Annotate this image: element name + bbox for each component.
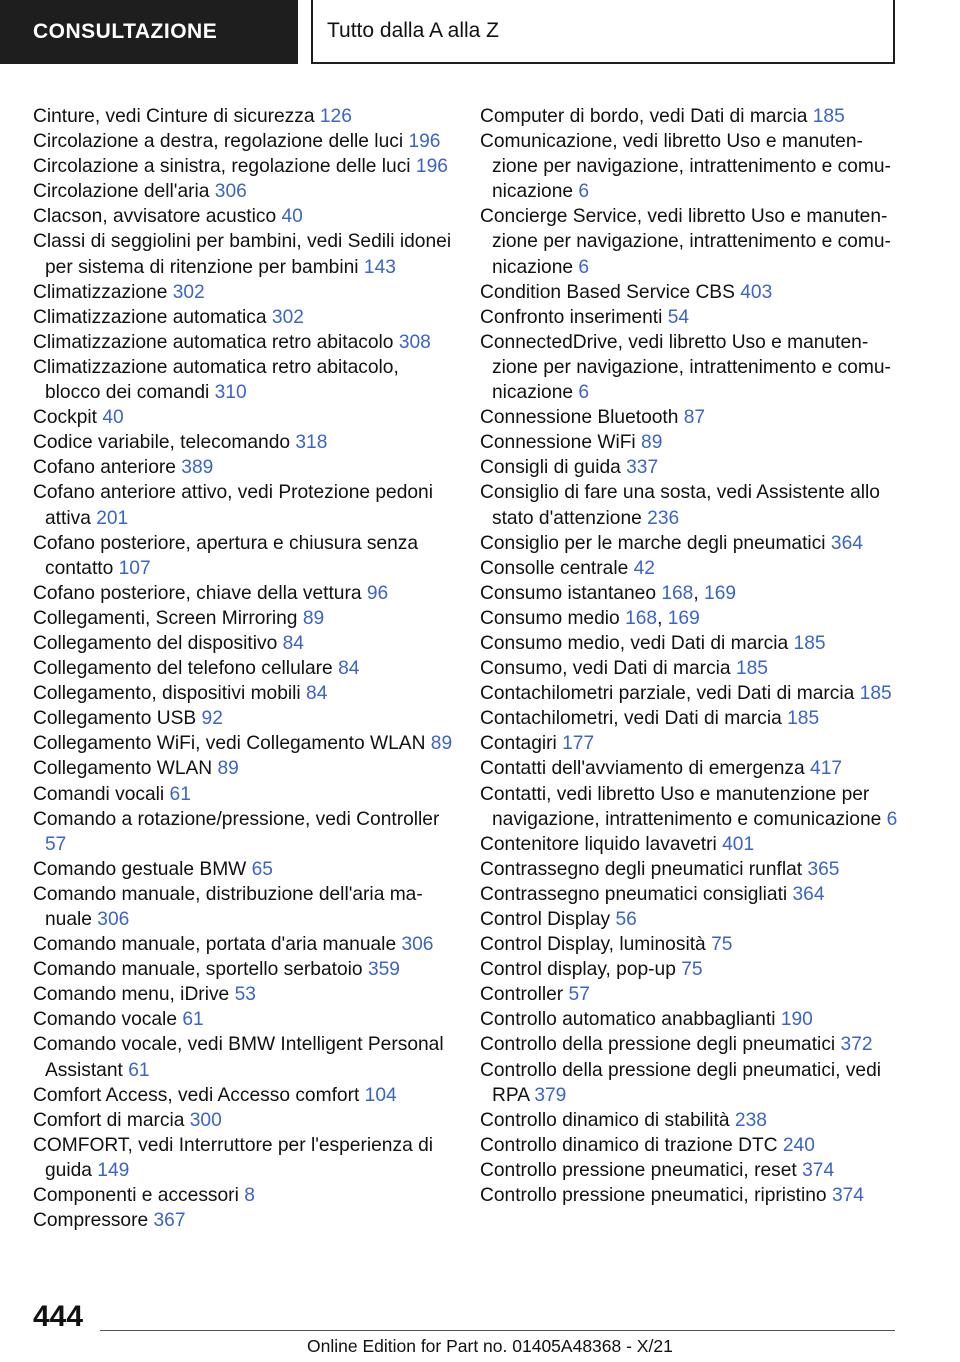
entry-text: Contenitore liquido lavavetri	[480, 833, 717, 855]
edition-footer: Online Edition for Part no. 01405A48368 - X/21	[307, 1336, 673, 1356]
entry-text: Comandi vocali	[33, 783, 165, 805]
entry-text: Contrassegno pneumatici consigliati	[480, 883, 788, 905]
page-link[interactable]: 389	[181, 457, 214, 479]
page-link[interactable]: 374	[802, 1159, 835, 1181]
index-entry	[33, 129, 453, 154]
entry-text: Concierge Service, vedi libretto Uso e manutenzione per navigazione, intrattenimento e comunicazione	[480, 206, 891, 278]
page-link[interactable]: 201	[96, 507, 129, 529]
page-link[interactable]: 403	[740, 281, 773, 303]
entry-text: Codice variabile, telecomando	[33, 432, 291, 454]
entry-text: Controllo dinamico di stabilità	[480, 1109, 730, 1131]
entry-text: Comando manuale, sportello serbatoio	[33, 959, 363, 981]
entry-text: Controllo della pressione degli pneumatici, vedi RPA	[480, 1059, 882, 1106]
index-entry	[33, 857, 453, 882]
page-link[interactable]: 196	[415, 156, 448, 178]
entry-text: Climatizzazione automatica retro abitacolo	[33, 331, 394, 353]
entry-text: Control Display, luminosità	[480, 934, 706, 956]
index-entry	[480, 681, 900, 706]
footer-rule	[100, 1330, 895, 1331]
page-link[interactable]: 240	[782, 1134, 815, 1156]
index-entry	[480, 129, 900, 204]
entry-text: Consumo, vedi Dati di marcia	[480, 658, 731, 680]
page-link[interactable]: 337	[626, 457, 659, 479]
index-entry	[33, 1007, 453, 1032]
index-entry	[33, 1133, 453, 1183]
entry-text: Classi di seggiolini per bambini, vedi Sedili idonei per sistema di ritenzione per bambini	[33, 231, 452, 278]
index-entry	[33, 957, 453, 982]
page-link[interactable]: 89	[217, 758, 239, 780]
index-entry	[480, 932, 900, 957]
index-entry	[33, 882, 453, 932]
entry-text: Contagiri	[480, 733, 557, 755]
entry-text: Cockpit	[33, 407, 97, 429]
index-entry	[480, 1183, 900, 1208]
entry-text: Climatizzazione automatica	[33, 306, 267, 328]
index-entry	[33, 355, 453, 405]
index-entry	[480, 531, 900, 556]
index-entry	[480, 455, 900, 480]
index-entry	[33, 280, 453, 305]
page-link[interactable]: 143	[363, 256, 396, 278]
entry-text: Contatti dell'avviamento di emergenza	[480, 758, 805, 780]
index-entry	[33, 1208, 453, 1233]
entry-text: Condition Based Service CBS	[480, 281, 735, 303]
entry-text: Collegamento USB	[33, 708, 197, 730]
entry-text: Contrassegno degli pneumatici runflat	[480, 858, 803, 880]
entry-text: Comando manuale, portata d'aria manuale	[33, 934, 397, 956]
entry-text: Comfort Access, vedi Accesso comfort	[33, 1084, 360, 1106]
index-entry	[33, 330, 453, 355]
index-entry	[33, 204, 453, 229]
entry-text: Cofano posteriore, apertura e chiusura senza contatto	[33, 532, 419, 579]
index-entry	[480, 982, 900, 1007]
page-link[interactable]: 367	[153, 1210, 186, 1232]
page-link[interactable]: 185	[793, 632, 826, 654]
index-entry	[480, 280, 900, 305]
page-link[interactable]: 61	[169, 783, 191, 805]
page-link[interactable]: 84	[338, 658, 360, 680]
index-entry	[33, 430, 453, 455]
index-entry	[480, 706, 900, 731]
index-entry	[480, 1058, 900, 1108]
index-entry	[480, 782, 900, 832]
page-link[interactable]: 126	[319, 106, 352, 127]
index-entry	[33, 1032, 453, 1082]
page-link[interactable]: 61	[182, 1009, 204, 1031]
page-link[interactable]: 8	[244, 1185, 255, 1207]
entry-text: Circolazione dell'aria	[33, 181, 210, 203]
entry-text: Consumo istantaneo	[480, 582, 656, 604]
page-link[interactable]: 6	[578, 181, 590, 203]
index-entry	[33, 631, 453, 656]
index-entry	[33, 1183, 453, 1208]
page-link[interactable]: 318	[295, 432, 328, 454]
entry-text: Computer di bordo, vedi Dati di marcia	[480, 106, 808, 127]
index-entry	[33, 681, 453, 706]
index-entry	[33, 656, 453, 681]
page-link[interactable]: 149	[97, 1159, 130, 1181]
entry-text: Confronto inserimenti	[480, 306, 663, 328]
entry-text: Climatizzazione automatica retro abitacolo, blocco dei comandi	[33, 356, 399, 404]
page-link[interactable]: 379	[534, 1084, 567, 1106]
index-entry	[33, 932, 453, 957]
entry-text: Comando manuale, distribuzione dell'aria manuale	[33, 883, 423, 930]
index-entry	[480, 907, 900, 932]
index-entry	[33, 480, 453, 530]
entry-text: Clacson, avvisatore acustico	[33, 206, 277, 228]
page-link[interactable]: 401	[722, 833, 755, 855]
entry-text: Collegamenti, Screen Mirroring	[33, 607, 298, 629]
index-entry	[480, 756, 900, 781]
page-link[interactable]: 374	[831, 1185, 864, 1207]
index-entry	[33, 982, 453, 1007]
entry-text: Comando gestuale BMW	[33, 858, 247, 880]
entry-text: Cofano anteriore attivo, vedi Protezione pedoni attiva	[33, 482, 433, 529]
page-link[interactable]: 300	[189, 1109, 222, 1131]
index-entry	[480, 957, 900, 982]
page-link[interactable]: 107	[118, 557, 151, 579]
entry-text: Circolazione a sinistra, regolazione delle luci	[33, 156, 411, 178]
page-link[interactable]: 53	[234, 984, 256, 1006]
index-entry	[480, 1108, 900, 1133]
index-entry	[480, 1158, 900, 1183]
index-entry	[480, 857, 900, 882]
page-link[interactable]: 185	[787, 708, 820, 730]
section-title: CONSULTAZIONE	[33, 20, 218, 43]
page-link[interactable]: 75	[711, 934, 733, 956]
entry-text: Consigli di guida	[480, 457, 621, 479]
page-link[interactable]: 40	[281, 206, 303, 228]
index-entry	[480, 631, 900, 656]
page-link[interactable]: 185	[812, 106, 845, 127]
index-entry	[33, 531, 453, 581]
index-entry	[33, 455, 453, 480]
page-link[interactable]: 306	[214, 181, 247, 203]
index-entry	[33, 706, 453, 731]
page-link[interactable]: 306	[401, 934, 434, 956]
page-link[interactable]: 40	[102, 407, 124, 429]
entry-text: Consumo medio	[480, 607, 620, 629]
entry-text: Componenti e accessori	[33, 1185, 239, 1207]
entry-text: Connessione Bluetooth	[480, 407, 679, 429]
page-link[interactable]: 185	[735, 658, 768, 680]
page-number: 444	[33, 1300, 84, 1333]
entry-text: Circolazione a destra, regolazione delle luci	[33, 131, 404, 153]
index-entry	[480, 104, 900, 129]
page-link[interactable]: 196	[408, 131, 441, 153]
entry-text: Cinture, vedi Cinture di sicurezza	[33, 106, 315, 127]
index-entry	[33, 782, 453, 807]
page-link[interactable]: 372	[840, 1034, 873, 1056]
entry-text: Compressore	[33, 1210, 149, 1232]
index-entry	[33, 606, 453, 631]
page-link[interactable]: 84	[306, 683, 328, 705]
entry-text: Collegamento del dispositivo	[33, 632, 278, 654]
page-link[interactable]: 89	[641, 432, 663, 454]
entry-text: Controller	[480, 984, 564, 1006]
entry-text: Collegamento, dispositivi mobili	[33, 683, 301, 705]
page-link[interactable]: 89	[302, 607, 325, 629]
entry-text: Controllo pressione pneumatici, ripristino	[480, 1185, 827, 1207]
page-link[interactable]: 236	[647, 507, 680, 529]
page-link[interactable]: 310	[214, 382, 247, 404]
entry-text: Comando vocale, vedi BMW Intelligent Personal Assistant	[33, 1034, 444, 1081]
page-link[interactable]: 169	[667, 607, 700, 629]
entry-text: Contachilometri parziale, vedi Dati di marcia	[480, 683, 855, 705]
index-entry	[33, 154, 453, 179]
index-entry	[480, 480, 900, 530]
index-entry	[480, 1032, 900, 1057]
page-link[interactable]: 6	[886, 808, 898, 830]
index-entry	[480, 556, 900, 581]
entry-text: Collegamento WiFi, vedi Collegamento WLAN	[33, 733, 426, 755]
entry-text: Controllo pressione pneumatici, reset	[480, 1159, 797, 1181]
page-link[interactable]: 6	[578, 256, 590, 278]
page-link[interactable]: 417	[810, 758, 843, 780]
page-link[interactable]: 177	[562, 733, 595, 755]
page-link[interactable]: 104	[364, 1084, 397, 1106]
entry-text: Controllo dinamico di trazione DTC	[480, 1134, 778, 1156]
index-entry	[33, 229, 453, 279]
index-entry	[33, 756, 453, 781]
entry-text: Consiglio di fare una sosta, vedi Assistente allo stato d'attenzione	[480, 482, 880, 529]
page-link[interactable]: 306	[97, 909, 130, 930]
page-link[interactable]: 359	[367, 959, 400, 981]
page-link[interactable]: 89	[430, 733, 453, 755]
entry-text: Cofano anteriore	[33, 457, 176, 479]
index-column-left	[33, 104, 453, 1233]
section-tab	[0, 0, 298, 64]
page-link[interactable]: 92	[201, 708, 223, 730]
index-entry	[33, 179, 453, 204]
page-link[interactable]: 169	[704, 582, 737, 604]
index-entry	[33, 104, 453, 129]
entry-text: Comunicazione, vedi libretto Uso e manutenzione per navigazione, intrattenimento e comunicazione	[480, 131, 891, 203]
entry-text: Climatizzazione	[33, 281, 168, 303]
entry-text: Consumo medio, vedi Dati di marcia	[480, 632, 789, 654]
index-entry: Consumo medio 168, 169	[480, 607, 700, 629]
index-entry	[33, 581, 453, 606]
index-entry	[33, 305, 453, 330]
page-link[interactable]: 364	[830, 532, 863, 554]
entry-text: Comando vocale	[33, 1009, 177, 1031]
index-entry	[33, 807, 453, 857]
entry-text: Controllo automatico anabbaglianti	[480, 1009, 776, 1031]
index-entry	[33, 405, 453, 430]
entry-text: Contatti, vedi libretto Uso e manutenzione per navigazione, intrattenimento e comunicazione	[480, 783, 882, 830]
page-link[interactable]: 54	[667, 306, 690, 328]
page-link[interactable]: 302	[172, 281, 205, 303]
index-entry	[33, 1083, 453, 1108]
page-link[interactable]: 87	[683, 407, 706, 429]
chapter-header	[311, 0, 895, 64]
index-entry	[480, 1007, 900, 1032]
index-entry: Consumo istantaneo 168, 169	[480, 582, 737, 604]
index-entry	[33, 1108, 453, 1133]
page-link[interactable]: 75	[681, 959, 703, 981]
page-link[interactable]: 365	[807, 858, 840, 880]
entry-text: Contachilometri, vedi Dati di marcia	[480, 708, 782, 730]
entry-text: Control Display	[480, 909, 611, 930]
index-entry	[480, 405, 900, 430]
page-link[interactable]: 6	[578, 382, 590, 404]
index-entry	[480, 305, 900, 330]
entry-text: Connessione WiFi	[480, 432, 636, 454]
page-link[interactable]: 42	[633, 557, 655, 579]
entry-text: Comfort di marcia	[33, 1109, 185, 1131]
entry-text: COMFORT, vedi Interruttore per l'esperienza di guida	[33, 1134, 434, 1181]
index-entry	[480, 204, 900, 279]
page-link[interactable]: 308	[398, 331, 431, 353]
page-link[interactable]: 65	[251, 858, 273, 880]
entry-text: Cofano posteriore, chiave della vettura	[33, 582, 362, 604]
page-link[interactable]: 96	[366, 582, 389, 604]
entry-text: Collegamento WLAN	[33, 758, 213, 780]
page-link[interactable]: 238	[734, 1109, 767, 1131]
page-link[interactable]: 364	[792, 883, 825, 905]
index-entry	[480, 882, 900, 907]
index-entry	[480, 430, 900, 455]
entry-text: Consolle centrale	[480, 557, 629, 579]
entry-text: Control display, pop-up	[480, 959, 676, 981]
page-link[interactable]: 84	[282, 632, 304, 654]
entry-text: Controllo della pressione degli pneumatici	[480, 1034, 836, 1056]
index-entry	[480, 731, 900, 756]
entry-text: Collegamento del telefono cellulare	[33, 658, 333, 680]
page-link[interactable]: 61	[128, 1059, 150, 1081]
page-link[interactable]: 56	[615, 909, 637, 930]
entry-text: Consiglio per le marche degli pneumatici	[480, 532, 826, 554]
index-column-right	[480, 104, 900, 1208]
page-link[interactable]: 168	[661, 582, 694, 604]
page-link[interactable]: 302	[271, 306, 304, 328]
page-link[interactable]: 168	[625, 607, 658, 629]
entry-text: Comando a rotazione/pressione, vedi Controller	[33, 808, 440, 830]
index-entry	[480, 330, 900, 405]
index-entry	[480, 832, 900, 857]
page-link[interactable]: 57	[568, 984, 590, 1006]
entry-text: Comando menu, iDrive	[33, 984, 230, 1006]
page-link[interactable]: 57	[45, 833, 67, 855]
entry-text: ConnectedDrive, vedi libretto Uso e manutenzione per navigazione, intrattenimento e comunicazione	[480, 331, 891, 404]
page-link[interactable]: 190	[780, 1009, 813, 1031]
chapter-title: Tutto dalla A alla Z	[327, 19, 499, 42]
page-link[interactable]: 185	[859, 683, 892, 705]
index-entry	[480, 1133, 900, 1158]
index-entry	[33, 731, 453, 756]
index-entry	[480, 656, 900, 681]
